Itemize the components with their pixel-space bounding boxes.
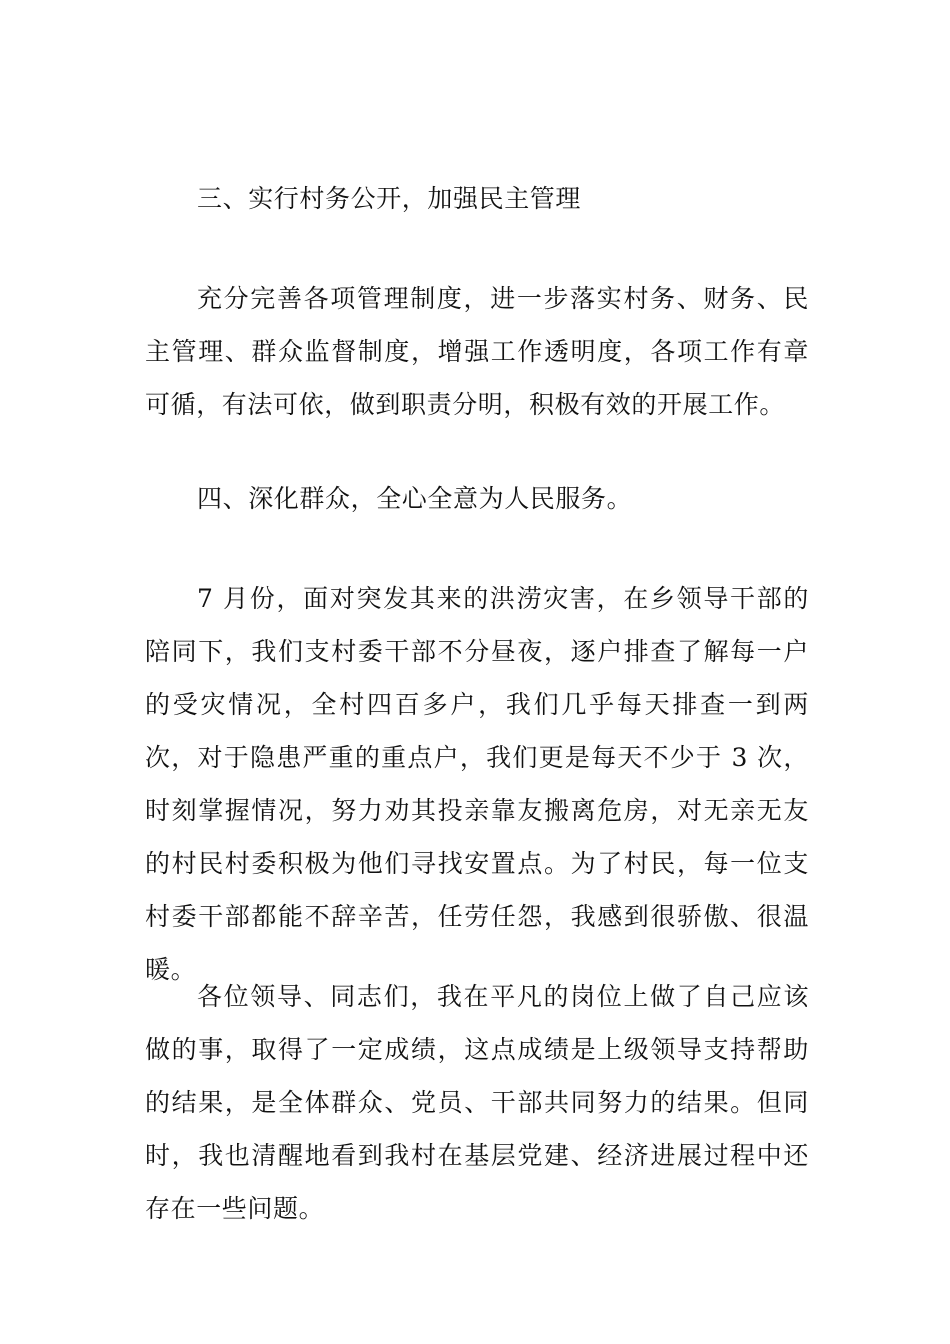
paragraph-closing-remarks: 各位领导、同志们，我在平凡的岗位上做了自己应该做的事，取得了一定成绩，这点成绩是上级领导支持帮助的结果，是全体群众、党员、干部共同努力的结果。但同时，我也清醒地看到我村在基层党建、经济进展过程中还存在一些问题。 <box>145 982 809 1223</box>
paragraph-flood-response: 7 月份，面对突发其来的洪涝灾害，在乡领导干部的陪同下，我们支村委干部不分昼夜，逐户排查了解每一户的受灾情况，全村四百多户，我们几乎每天排查一到两次，对于隐患严重的重点户，我们更是每天不少于 3 次，时刻掌握情况，努力劝其投亲靠友搬离危房，对无亲无友的村民村委积极为他们寻找安置点。为了村民，每一位支村委干部都能不辞辛苦，任劳任怨，我感到很骄傲、很温暖。 <box>145 584 809 984</box>
section-heading-4: 四、深化群众，全心全意为人民服务。 <box>197 484 633 513</box>
paragraph-village-affairs: 充分完善各项管理制度，进一步落实村务、财务、民主管理、群众监督制度，增强工作透明度，各项工作有章可循，有法可依，做到职责分明，积极有效的开展工作。 <box>145 284 809 419</box>
section-heading-3: 三、实行村务公开，加强民主管理 <box>197 184 582 213</box>
